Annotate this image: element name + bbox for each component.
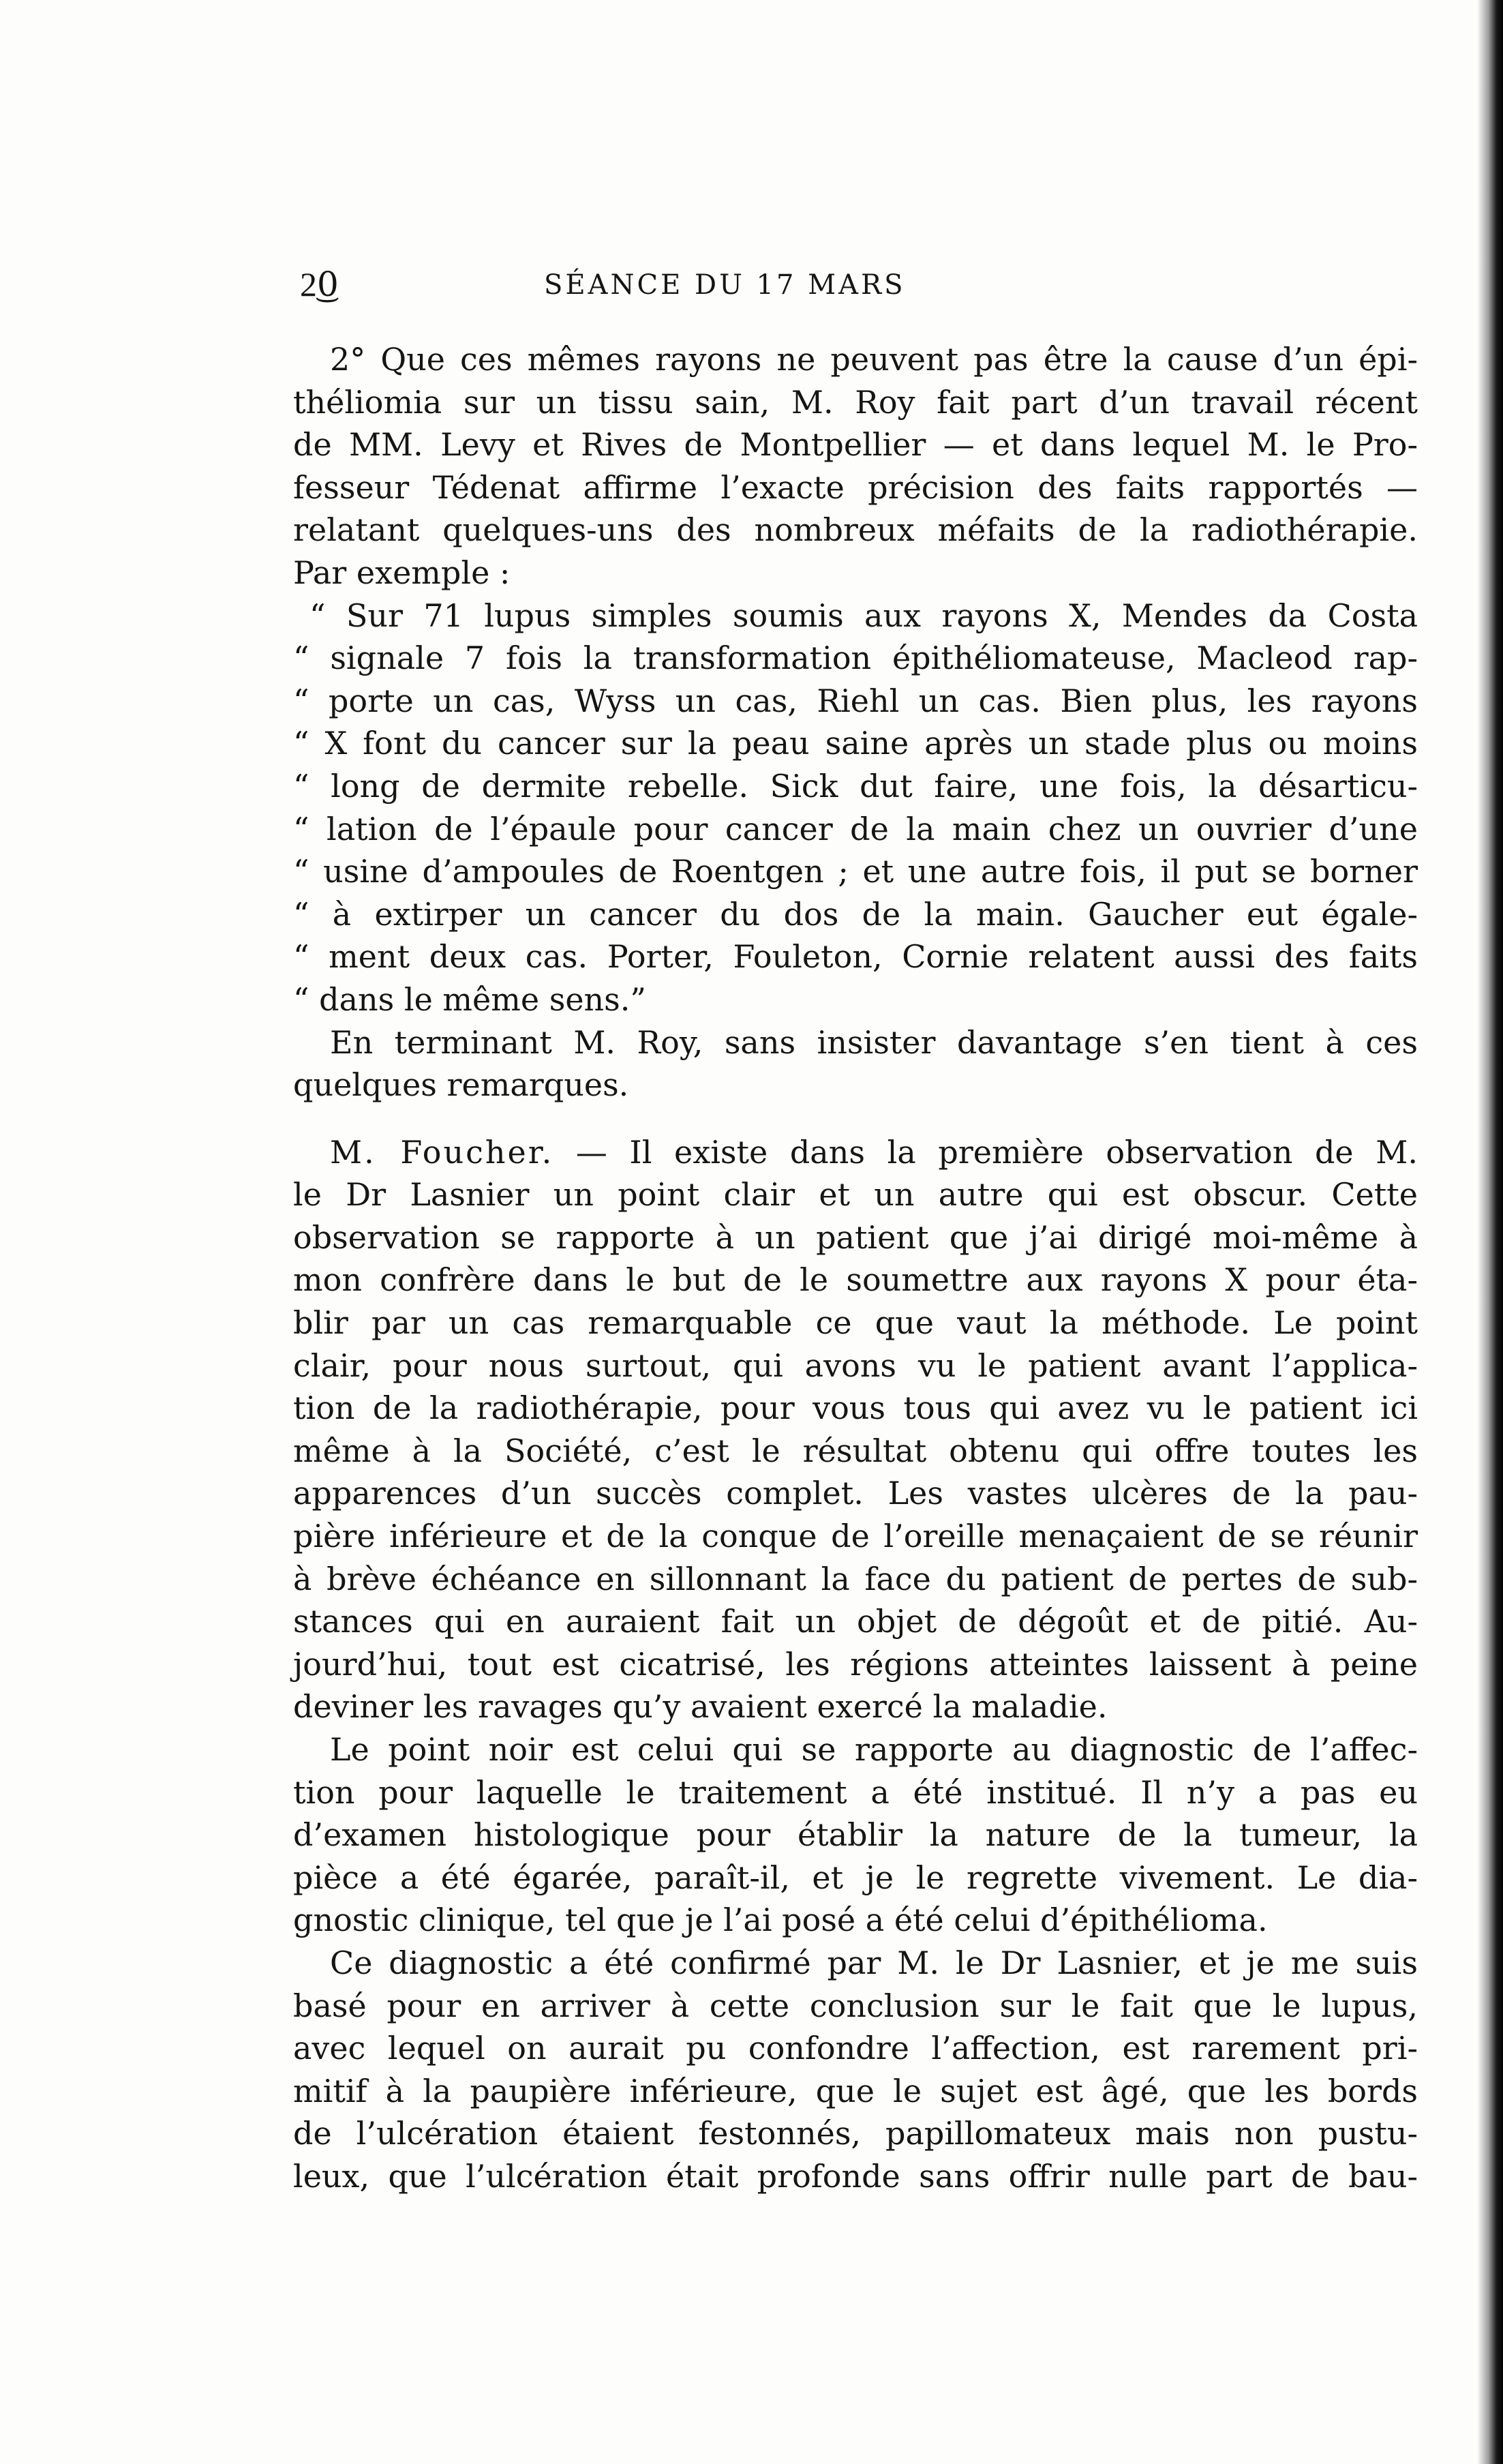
text-line: En terminant M. Roy, sans insister davantage s’en tient à ces (330, 1023, 1418, 1061)
text-line: théliomia sur un tissu sain, M. Roy fait part d’un travail récent (293, 383, 1418, 421)
quote-line: “ long de dermite rebelle. Sick dut faire, une fois, la désarticu- (293, 767, 1418, 805)
page-binding-edge (1477, 0, 1503, 2464)
text-line: jourd’hui, tout est cicatrisé, les régions atteintes laissent à peine (293, 1645, 1418, 1683)
text-line: à brève échéance en sillonnant la face du patient de pertes de sub- (293, 1560, 1418, 1597)
text-line: tion de la radiothérapie, pour vous tous qui avez vu le patient ici (293, 1389, 1418, 1427)
paragraph-spacer (293, 1107, 1418, 1131)
text-line: leux, que l’ulcération était profonde sans offrir nulle part de bau- (293, 2157, 1418, 2195)
running-head: SÉANCE DU 17 MARS (544, 269, 906, 301)
text-line: le Dr Lasnier un point clair et un autre qui est obscur. Cette (293, 1176, 1418, 1214)
speaker-name: M. Foucher. (330, 1133, 554, 1171)
text-line: apparences d’un succès complet. Les vastes ulcères de la pau- (293, 1475, 1418, 1512)
text-line: relatant quelques-uns des nombreux méfaits de la radiothérapie. (293, 511, 1418, 549)
paragraph-roy-conclusion (293, 1021, 1418, 1107)
quote-line: “ dans le même sens.” (293, 980, 646, 1018)
text-line: clair, pour nous surtout, qui avons vu le patient avant l’applica- (293, 1347, 1418, 1384)
text-line: quelques remarques. (293, 1066, 629, 1104)
text-line: 2° Que ces mêmes rayons ne peuvent pas être la cause d’un épi- (330, 341, 1418, 378)
page-header (300, 260, 1125, 308)
text-line: deviner les ravages qu’y avaient exercé la maladie. (293, 1688, 1108, 1726)
quote-line: “ usine d’ampoules de Roentgen ; et une autre fois, il put se borner (293, 853, 1418, 890)
text-line (293, 1131, 1418, 1174)
quote-line: “ signale 7 fois la transformation épithéliomateuse, Macleod rap- (293, 640, 1418, 677)
quote-line: “ X font du cancer sur la peau saine après un stade plus ou moins (293, 725, 1418, 762)
quote-line: “ lation de l’épaule pour cancer de la main chez un ouvrier d’une (293, 810, 1418, 847)
quote-line: “ à extirper un cancer du dos de la main. Gaucher eut égale- (293, 895, 1418, 933)
text-line: d’examen histologique pour établir la nature de la tumeur, la (293, 1816, 1418, 1854)
text-line: mitif à la paupière inférieure, que le sujet est âgé, que les bords (293, 2072, 1418, 2109)
page-number: 2͜0 (300, 265, 339, 304)
text-line: de l’ulcération étaient festonnés, papillomateux mais non pustu- (293, 2115, 1418, 2152)
text-line-content: — Il existe dans la première observation de M. (553, 1133, 1418, 1171)
paragraph-diagnostic (293, 1942, 1418, 2198)
text-line: tion pour laquelle le traitement a été institué. Il n’y a pas eu (293, 1773, 1418, 1811)
text-line: Le point noir est celui qui se rapporte au diagnostic de l’affec- (330, 1731, 1418, 1768)
text-line: observation se rapporte à un patient que j’ai dirigé moi-même à (293, 1218, 1418, 1256)
body-text (293, 338, 1418, 2198)
text-line: de MM. Levy et Rives de Montpellier — et dans lequel M. le Pro- (293, 426, 1418, 464)
text-line: avec lequel on aurait pu confondre l’affection, est rarement pri- (293, 2030, 1418, 2067)
text-line: basé pour en arriver à cette conclusion sur le fait que le lupus, (293, 1987, 1418, 2024)
text-line: Par exemple : (293, 554, 511, 591)
quote-line: “ Sur 71 lupus simples soumis aux rayons X, Mendes da Costa (309, 597, 1418, 634)
text-line: pièce a été égarée, paraît-il, et je le regrette vivement. Le dia- (293, 1859, 1418, 1896)
text-line: mon confrère dans le but de le soumettre aux rayons X pour éta- (293, 1261, 1418, 1299)
text-line: gnostic clinique, tel que je l’ai posé a été celui d’épithélioma. (293, 1902, 1268, 1939)
text-line: pière inférieure et de la conque de l’oreille menaçaient de se réunir (293, 1518, 1418, 1555)
quote-line: “ ment deux cas. Porter, Fouleton, Cornie relatent aussi des faits (293, 938, 1418, 976)
text-line: blir par un cas remarquable ce que vaut la méthode. Le point (293, 1304, 1418, 1342)
text-line: fesseur Tédenat affirme l’exacte précision des faits rapportés — (293, 468, 1418, 506)
quotation-block (293, 595, 1418, 1021)
text-line: même à la Société, c’est le résultat obtenu qui offre toutes les (293, 1432, 1418, 1469)
text-line: stances qui en auraient fait un objet de dégoût et de pitié. Au- (293, 1603, 1418, 1640)
paragraph-foucher-intervention (293, 1131, 1418, 1728)
quote-line: “ porte un cas, Wyss un cas, Riehl un cas. Bien plus, les rayons (293, 682, 1418, 719)
paragraph-point-noir (293, 1728, 1418, 1942)
paragraph-roy-point-2 (293, 338, 1418, 595)
text-line: Ce diagnostic a été confirmé par M. le Dr Lasnier, et je me suis (330, 1944, 1418, 1981)
